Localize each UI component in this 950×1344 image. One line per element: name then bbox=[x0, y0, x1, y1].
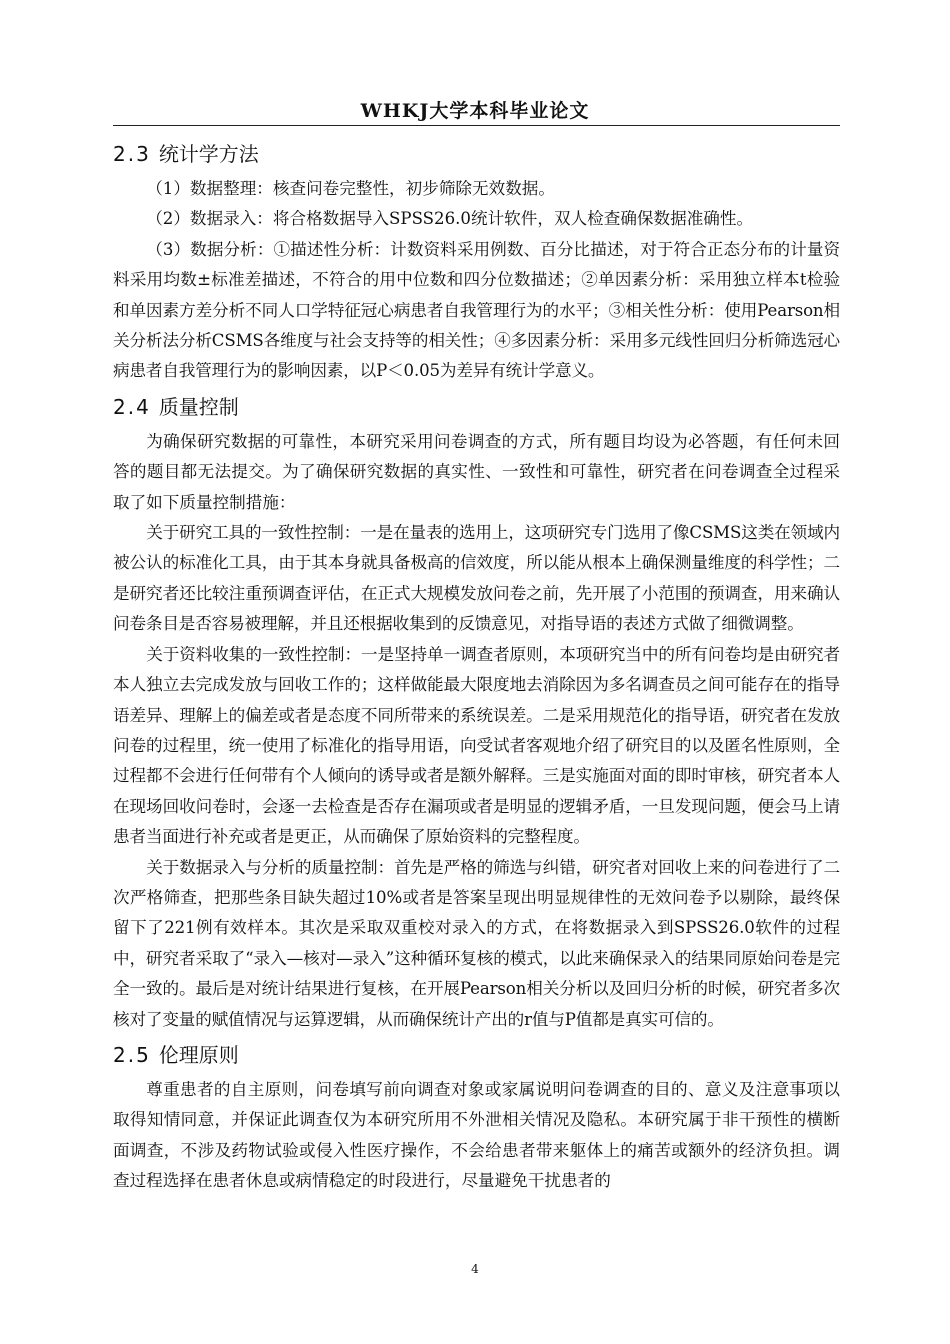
paragraph: （3）数据分析：①描述性分析：计数资料采用例数、百分比描述，对于符合正态分布的计量资料采用均数±标准差描述，不符合的用中位数和四分位数描述；②单因素分析：采用独立样本t检验和单因素方差分析不同人口学特征冠心病患者自我管理行为的水平；③相关性分析：使用Pearson相关分析法分析CSMS各维度与社会支持等的相关性；④多因素分析：采用多元线性回归分析筛选冠心病患者自我管理行为的影响因素，以P＜0.05为差异有统计学意义。 bbox=[113, 239, 840, 381]
paragraph: 为确保研究数据的可靠性，本研究采用问卷调查的方式，所有题目均设为必答题，有任何未回答的题目都无法提交。为了确保研究数据的真实性、一致性和可靠性，研究者在问卷调查全过程采取了如下质量控制措施： bbox=[113, 431, 840, 512]
header-divider bbox=[113, 125, 840, 126]
paragraph: 关于数据录入与分析的质量控制：首先是严格的筛选与纠错，研究者对回收上来的问卷进行了二次严格筛查，把那些条目缺失超过10%或者是答案呈现出明显规律性的无效问卷予以剔除，最终保留下了221例有效样本。其次是采取双重校对录入的方式，在将数据录入到SPSS26.0软件的过程中，研究者采取了“录入—核对—录入”这种循环复核的模式，以此来确保录入的结果同原始问卷是完全一致的。最后是对统计结果进行复核，在开展Pearson相关分析以及回归分析的时候，研究者多次核对了变量的赋值情况与运算逻辑，从而确保统计产出的r值与P值都是真实可信的。 bbox=[113, 857, 840, 1029]
paragraph: 关于研究工具的一致性控制：一是在量表的选用上，这项研究专门选用了像CSMS这类在领域内被公认的标准化工具，由于其本身就具备极高的信效度，所以能从根本上确保测量维度的科学性；二是研究者还比较注重预调查评估，在正式大规模发放问卷之前，先开展了小范围的预调查，用来确认问卷条目是否容易被理解，并且还根据收集到的反馈意见，对指导语的表述方式做了细微调整。 bbox=[113, 523, 840, 634]
section-title: 质量控制 bbox=[158, 394, 239, 419]
section-heading-2-4 bbox=[113, 387, 840, 427]
page-number: 4 bbox=[471, 1262, 479, 1276]
paragraph: 关于资料收集的一致性控制：一是坚持单一调查者原则，本项研究当中的所有问卷均是由研究者本人独立去完成发放与回收工作的；这样做能最大限度地去消除因为多名调查员之间可能存在的指导语差异、理解上的偏差或者是态度不同所带来的系统误差。二是采用规范化的指导语，研究者在发放问卷的过程里，统一使用了标准化的指导用语，向受试者客观地介绍了研究目的以及匿名性原则，全过程都不会进行任何带有个人倾向的诱导或者是额外解释。三是实施面对面的即时审核，研究者本人在现场回收问卷时，会逐一去检查是否存在漏项或者是明显的逻辑矛盾，一旦发现问题，便会马上请患者当面进行补充或者是更正，从而确保了原始资料的完整程度。 bbox=[113, 644, 840, 847]
paragraph: （2）数据录入：将合格数据导入SPSS26.0统计软件，双人检查确保数据准确性。 bbox=[146, 209, 754, 229]
paragraph: （1）数据整理：核查问卷完整性，初步筛除无效数据。 bbox=[146, 179, 555, 198]
section-number: 2.4 bbox=[113, 394, 151, 419]
section-number: 2.3 bbox=[113, 142, 151, 166]
section-title: 统计学方法 bbox=[158, 142, 259, 166]
paragraph: 尊重患者的自主原则，问卷填写前向调查对象或家属说明问卷调查的目的、意义及注意事项以取得知情同意，并保证此调查仅为本研究所用不外泄相关情况及隐私。本研究属于非干预性的横断面调查，不涉及药物试验或侵入性医疗操作，不会给患者带来躯体上的痛苦或额外的经济负担。调查过程选择在患者休息或病情稳定的时段进行，尽量避免干扰患者的 bbox=[113, 1079, 840, 1191]
page-header-title: WHKJ大学本科毕业论文 bbox=[360, 100, 590, 122]
section-title: 伦理原则 bbox=[158, 1042, 239, 1067]
section-heading-2-5 bbox=[113, 1035, 840, 1075]
section-heading-2-3 bbox=[113, 134, 840, 174]
page-body bbox=[113, 134, 840, 1197]
section-number: 2.5 bbox=[113, 1042, 151, 1067]
